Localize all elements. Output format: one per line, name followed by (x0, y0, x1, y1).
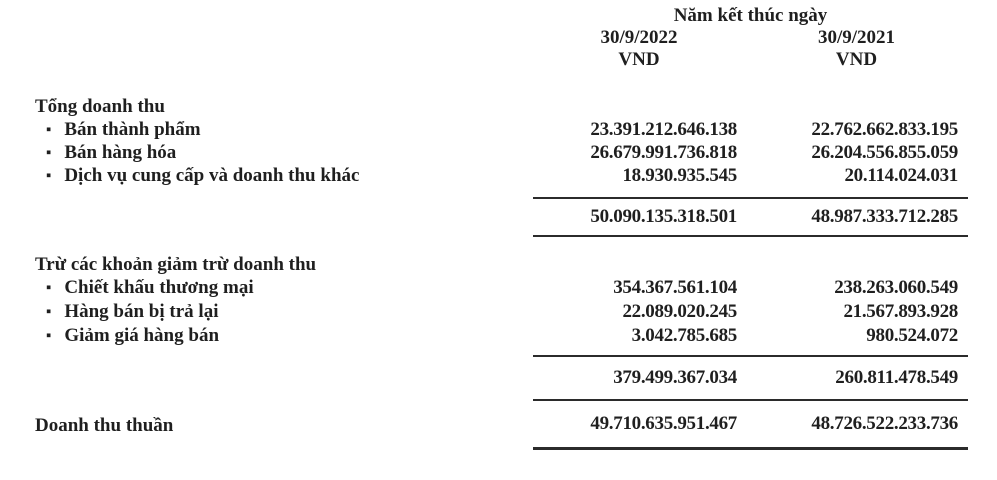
bullet-square-icon: ▪ (46, 304, 52, 320)
table-header-period-row (35, 5, 997, 27)
table-row (35, 118, 997, 141)
table-row (35, 300, 997, 324)
row-label (35, 324, 533, 349)
spacer (35, 237, 997, 253)
section-title-total-revenue: Tổng doanh thu (35, 96, 165, 117)
empty-cell (533, 253, 745, 276)
row-label (35, 141, 533, 166)
column-date-2022: 30/9/2022 (600, 27, 678, 48)
subtotal-amount-2021: 48.987.333.712.285 (745, 197, 968, 237)
subtotal-amount-2022: 379.499.367.034 (533, 355, 745, 401)
amount-2022: 23.391.212.646.138 (590, 119, 737, 140)
subtotal-amount-2021: 260.811.478.549 (745, 355, 968, 401)
amount-2021: 980.524.072 (866, 325, 958, 346)
empty-cell (35, 355, 533, 401)
total-amount-2022: 49.710.635.951.467 (533, 401, 745, 450)
column-date-2021: 30/9/2021 (817, 27, 896, 48)
bullet-square-icon: ▪ (46, 168, 52, 184)
net-revenue-label: Doanh thu thuần (35, 414, 174, 436)
row-label-text: Dịch vụ cung cấp và doanh thu khác (64, 165, 360, 186)
table-row (35, 141, 997, 164)
section-title-deductions: Trừ các khoản giảm trừ doanh thu (35, 254, 317, 275)
spacer (35, 348, 997, 355)
table-row (35, 164, 997, 187)
section-title-row (35, 96, 997, 118)
table-row (35, 276, 997, 300)
row-label-text: Bán hàng hóa (64, 142, 177, 163)
header-label-spacer (35, 5, 533, 27)
empty-cell (745, 96, 968, 118)
amount-2021: 21.567.893.928 (843, 301, 958, 322)
net-revenue-row (35, 401, 997, 450)
total-amount-2021: 48.726.522.233.736 (745, 401, 968, 450)
column-header-2021 (745, 27, 968, 71)
empty-cell (35, 197, 533, 237)
amount-2021: 20.114.024.031 (844, 165, 958, 186)
row-label-text: Hàng bán bị trả lại (64, 301, 219, 322)
column-currency-2022: VND (618, 49, 660, 70)
row-label (35, 300, 533, 325)
amount-2021: 22.762.662.833.195 (811, 119, 958, 140)
empty-cell (533, 96, 745, 118)
bullet-square-icon: ▪ (46, 145, 52, 161)
row-label (35, 276, 533, 301)
section-title-row (35, 253, 997, 276)
subtotal-amount-2022: 50.090.135.318.501 (533, 197, 745, 237)
amount-2022: 22.089.020.245 (622, 301, 737, 322)
subtotal-row (35, 355, 997, 401)
amount-2022: 3.042.785.685 (631, 325, 737, 346)
row-label-text: Chiết khấu thương mại (64, 277, 254, 298)
amount-2021: 26.204.556.855.059 (811, 142, 958, 163)
empty-cell (745, 253, 968, 276)
amount-2022: 26.679.991.736.818 (590, 142, 737, 163)
row-label (35, 164, 533, 189)
header-label-spacer (35, 27, 533, 71)
column-currency-2021: VND (835, 49, 878, 70)
column-header-2022 (533, 27, 745, 71)
subtotal-row (35, 197, 997, 237)
row-label-text: Bán thành phẩm (64, 119, 201, 140)
amount-2022: 354.367.561.104 (613, 277, 737, 298)
table-row (35, 324, 997, 348)
row-label (35, 118, 533, 143)
bullet-square-icon: ▪ (46, 328, 52, 344)
bullet-square-icon: ▪ (46, 280, 52, 296)
row-label-text: Giảm giá hàng bán (64, 325, 220, 346)
bullet-square-icon: ▪ (46, 122, 52, 138)
table-header-dates-row (35, 27, 997, 71)
period-ended-label: Năm kết thúc ngày (673, 5, 828, 26)
amount-2022: 18.930.935.545 (622, 165, 737, 186)
amount-2021: 238.263.060.549 (834, 277, 958, 298)
spacer (35, 71, 997, 96)
